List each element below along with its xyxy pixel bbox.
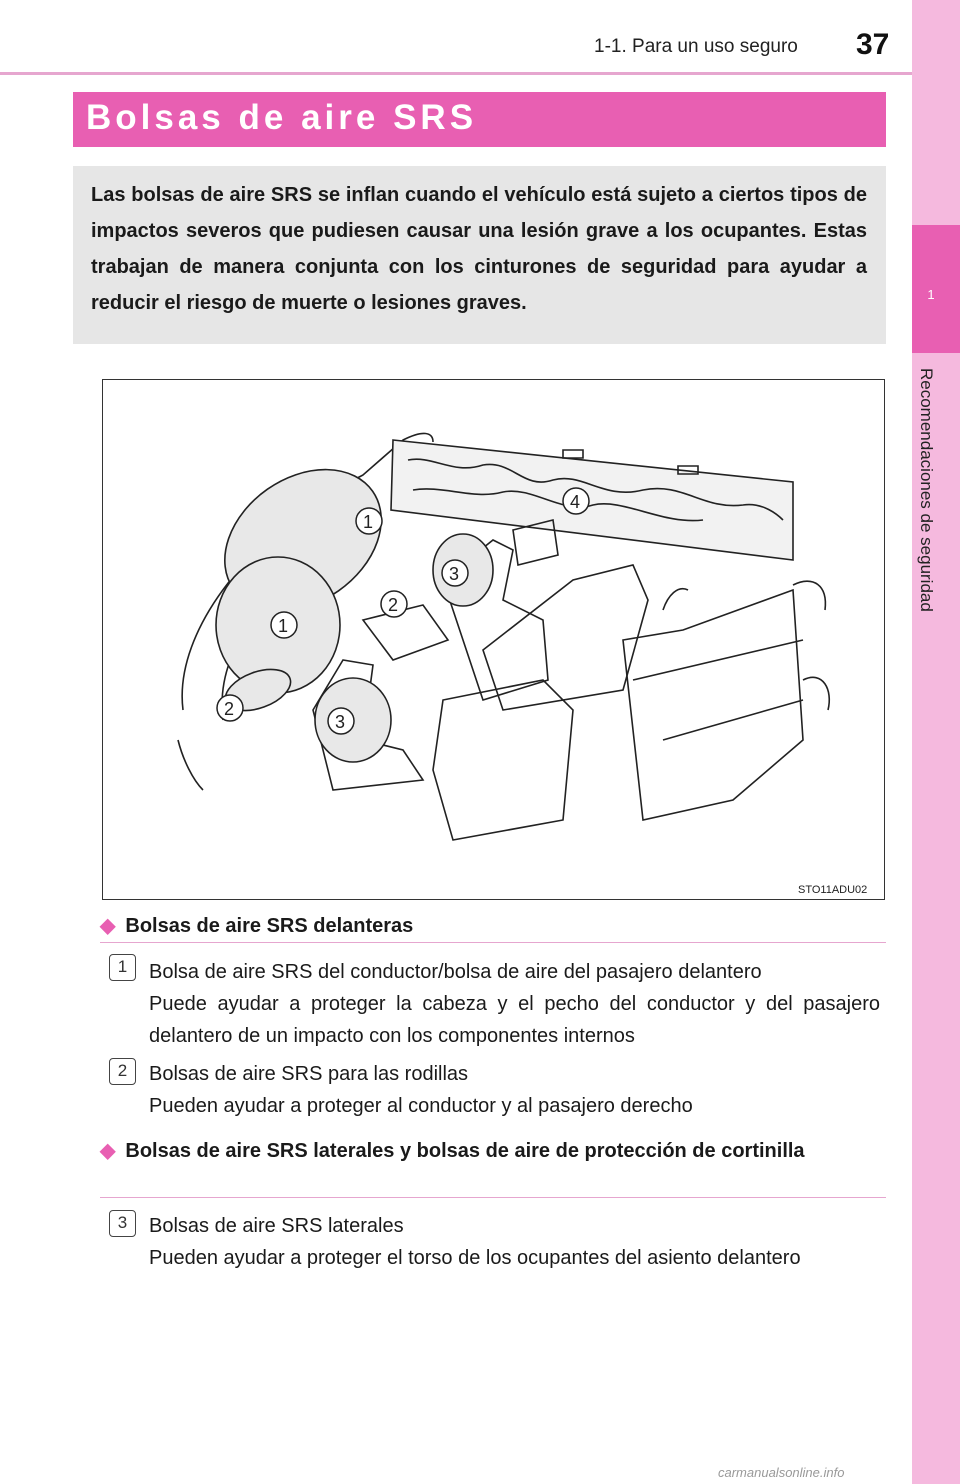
- item-number-box: 2: [109, 1058, 136, 1085]
- section-heading-text: Bolsas de aire SRS laterales y bolsas de aire de protección de cortinilla: [125, 1140, 805, 1162]
- section-heading-side-airbags: [100, 1136, 886, 1167]
- running-head: 1-1. Para un uso seguro: [594, 36, 798, 57]
- callout-3-upper: 3: [449, 564, 460, 584]
- page-title: Bolsas de aire SRS: [86, 98, 478, 137]
- item-description: Puede ayudar a proteger la cabeza y el pecho del conductor y del pasajero delantero de un impacto con los componentes internos: [149, 993, 880, 1047]
- callout-2-upper: 2: [388, 595, 399, 615]
- item-description: Pueden ayudar a proteger el torso de los ocupantes del asiento delantero: [149, 1247, 801, 1269]
- callout-4: 4: [570, 492, 581, 512]
- section-rule: [100, 942, 886, 943]
- item-title: Bolsa de aire SRS del conductor/bolsa de aire del pasajero delantero: [149, 961, 762, 983]
- airbag-diagram: [103, 380, 886, 901]
- section-heading-front-airbags: [100, 913, 413, 938]
- page-number: 37: [856, 28, 890, 61]
- item-title: Bolsas de aire SRS laterales: [149, 1215, 404, 1237]
- item-number-box: 3: [109, 1210, 136, 1237]
- diamond-bullet-icon: ◆: [100, 1140, 116, 1162]
- chapter-number: 1: [927, 287, 935, 302]
- header-rule: [0, 72, 912, 75]
- list-item: [149, 1210, 880, 1274]
- item-description: Pueden ayudar a proteger al conductor y al pasajero derecho: [149, 1095, 693, 1117]
- item-number-box: 1: [109, 954, 136, 981]
- footer-watermark: carmanualsonline.info: [718, 1465, 845, 1480]
- chapter-side-tab: [912, 0, 960, 1484]
- section-heading-text: Bolsas de aire SRS delanteras: [125, 915, 414, 937]
- section-rule: [100, 1197, 886, 1198]
- diamond-bullet-icon: ◆: [100, 915, 116, 937]
- callout-3-lower: 3: [335, 712, 346, 732]
- item-title: Bolsas de aire SRS para las rodillas: [149, 1063, 469, 1085]
- intro-text: Las bolsas de aire SRS se inflan cuando el vehículo está sujeto a ciertos tipos de impactos severos que pudiesen causar una lesión grave a los ocupantes. Estas trabajan de manera conjunta con los cinturones de seguridad para ayudar a reducir el riesgo de muerte o lesiones graves.: [91, 184, 867, 314]
- chapter-title: Recomendaciones de seguridad: [917, 368, 936, 612]
- callout-1-lower: 1: [278, 616, 289, 636]
- callout-1-upper: 1: [363, 512, 374, 532]
- callout-2-lower: 2: [224, 699, 235, 719]
- list-item: [149, 1058, 880, 1122]
- figure-code: STO11ADU02: [798, 884, 868, 896]
- list-item: [149, 956, 880, 1052]
- airbag-illustration: [102, 379, 885, 900]
